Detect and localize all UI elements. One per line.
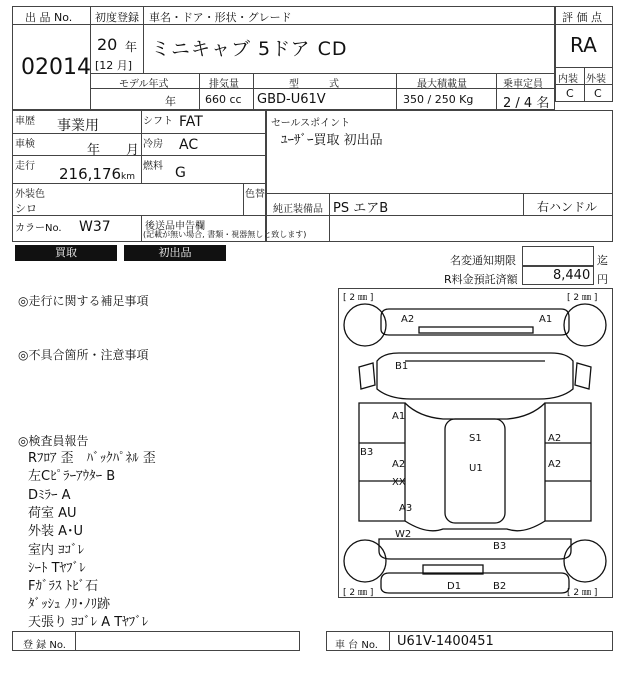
interior-score: C (566, 87, 574, 100)
shift: FAT (179, 114, 203, 130)
damage-mark: B3 (493, 541, 507, 552)
damage-mark: A2 (392, 459, 406, 470)
recycle-label: R料金預託済額 (444, 273, 518, 286)
displacement-label: 排気量 (209, 79, 239, 90)
sales-point: ﾕｰｻﾞｰ買取 初出品 (281, 133, 383, 148)
ext-color: シロ (15, 202, 37, 215)
wheel-tag-rl: [ 2 ㎜ ] (343, 588, 374, 598)
car-name: ミニキャブ 5ドア CD (151, 38, 348, 60)
mileage: 216,176 (59, 165, 122, 183)
remark-line: 外装 A･U (28, 524, 84, 539)
wheel-fr-icon (564, 304, 606, 346)
mileage-label: 走行 (15, 161, 35, 172)
wheel-tag-rr: [ 2 ㎜ ] (567, 588, 598, 598)
driving-remarks-title: ◎走行に関する補足事項 (18, 294, 149, 308)
wheel-fl-icon (344, 304, 386, 346)
defects-title: ◎不具合箇所・注意事項 (18, 348, 149, 362)
damage-mark: S1 (469, 433, 482, 444)
damage-mark: A3 (399, 503, 413, 514)
docs-note: (記載が無い場合, 書類・視器無しと致します) (143, 230, 307, 239)
lot-number-label: 出 品 No. (25, 11, 73, 24)
color-no-label: カラーNo. (15, 223, 62, 234)
buyback-badge: 買取 (15, 245, 117, 261)
damage-mark: XX (392, 477, 406, 488)
max-load: 350 / 250 Kg (403, 93, 474, 106)
model-year-unit: 年 (165, 95, 176, 108)
repaint-label: 色替 (245, 189, 265, 200)
damage-mark: A1 (539, 314, 553, 325)
max-load-label: 最大積載量 (417, 79, 467, 90)
details-right (266, 110, 613, 242)
damage-mark: B2 (493, 581, 507, 592)
reg-no-label: 登 録 No. (23, 640, 66, 651)
chassis-row (326, 631, 613, 651)
damage-diagram (338, 288, 613, 598)
docs-label: 後送品申告欄 (145, 221, 205, 232)
damage-mark: A2 (548, 459, 562, 470)
damage-mark: U1 (469, 463, 483, 474)
score-cell (555, 6, 613, 102)
header-main (90, 6, 555, 74)
chassis-number: U61V-1400451 (397, 634, 494, 649)
remark-line: 荷室 AU (28, 506, 77, 521)
name-change-field (522, 246, 594, 266)
wheel-tag-fr: [ 2 ㎜ ] (567, 293, 598, 303)
fuel: G (175, 165, 186, 181)
exterior-label: 外装 (586, 74, 606, 85)
spec-row (90, 73, 555, 110)
damage-mark: B3 (360, 447, 374, 458)
equipment-label: 純正装備品 (273, 204, 323, 215)
remark-line: 天張り ﾖｺﾞﾚ A Tﾔﾌﾞﾚ (28, 615, 149, 630)
fuel-label: 燃料 (143, 161, 163, 172)
recycle-unit: 円 (597, 273, 608, 286)
capacity: 2 / 4 名 (503, 96, 550, 111)
capacity-label: 乗車定員 (503, 79, 543, 90)
inspection: 年 月 (87, 143, 140, 158)
displacement: 660 cc (205, 93, 242, 106)
registration-row (12, 631, 300, 651)
damage-mark: A2 (548, 433, 562, 444)
ac: AC (179, 137, 199, 153)
mileage-unit: km (121, 172, 135, 182)
type-code: GBD-U61V (257, 92, 326, 107)
name-change-unit: 迄 (597, 254, 608, 267)
equipment: PS エアB (333, 201, 389, 216)
inspector-title: ◎検査員報告 (18, 434, 89, 448)
name-change-label: 名変通知期限 (450, 254, 516, 267)
interior-label: 内装 (558, 74, 578, 85)
remark-line: Dﾐﾗｰ A (28, 488, 71, 503)
sales-point-label: セールスポイント (271, 118, 351, 129)
first-reg-month: [12 月] (95, 59, 133, 72)
remark-line: 室内 ﾖｺﾞﾚ (28, 543, 85, 558)
remark-line: ﾀﾞｯｼｭ ﾉﾘ･ﾉﾘ跡 (28, 597, 111, 612)
damage-mark: A2 (401, 314, 415, 325)
remark-line: Rﾌﾛｱ 歪 ﾊﾞｯｸﾊﾟﾈﾙ 歪 (28, 451, 156, 466)
remark-line: ｼｰﾄ Tﾔﾌﾞﾚ (28, 561, 86, 576)
type-label: 型 式 (289, 79, 339, 90)
damage-mark: D1 (447, 581, 462, 592)
exterior-score: C (594, 87, 602, 100)
ac-label: 冷房 (143, 139, 163, 150)
usage: 事業用 (57, 118, 99, 134)
handle: 右ハンドル (537, 200, 598, 214)
score-label: 評 価 点 (562, 11, 602, 24)
damage-mark: A1 (392, 411, 406, 422)
damage-mark: W2 (395, 529, 412, 540)
first-listing-badge: 初出品 (124, 245, 226, 261)
wheel-tag-fl: [ 2 ㎜ ] (343, 293, 374, 303)
year-unit: 年 (125, 40, 138, 54)
chassis-label: 車 台 No. (335, 640, 378, 651)
usage-label: 車歴 (15, 116, 35, 127)
damage-mark: B1 (395, 361, 409, 372)
inspection-label: 車検 (15, 139, 35, 150)
shift-label: シフト (143, 116, 173, 127)
score-value: RA (570, 33, 597, 57)
remark-line: 左Cﾋﾟﾗｰｱｳﾀｰ B (28, 469, 116, 484)
wheel-rl-icon (344, 540, 386, 582)
lot-number: 02014 (21, 55, 91, 80)
model-year-label: モデル年式 (119, 79, 169, 90)
recycle-amount: 8,440 (553, 268, 591, 283)
remark-line: Fｶﾞﾗｽ ﾄﾋﾞ石 (28, 579, 99, 594)
wheel-rr-icon (564, 540, 606, 582)
first-reg-label: 初度登録 (95, 11, 139, 24)
ext-color-label: 外装色 (15, 189, 45, 200)
car-name-label: 車名・ドア・形状・グレード (149, 11, 292, 24)
lot-number-cell (12, 6, 91, 110)
first-reg-year: 20 (97, 35, 118, 54)
color-no: W37 (79, 219, 111, 235)
